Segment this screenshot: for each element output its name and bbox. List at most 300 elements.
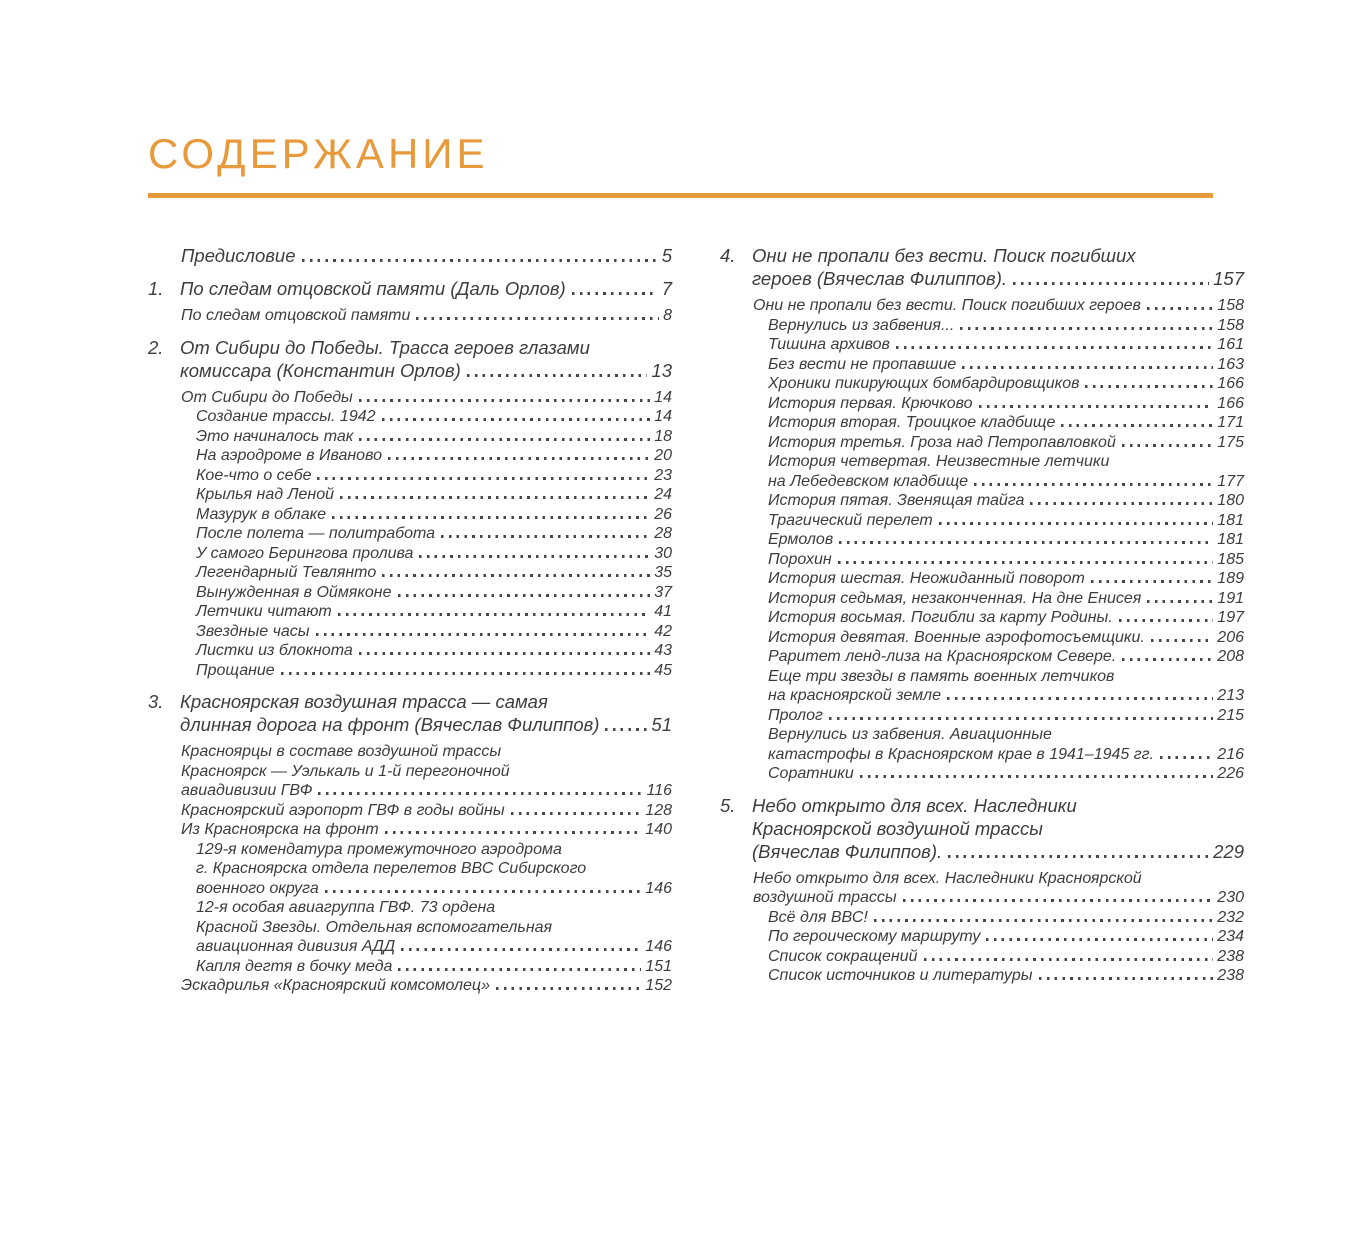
toc-entry-title: Тишина архивов [768, 336, 890, 353]
toc-entry-line [768, 647, 1244, 667]
toc-entry-body [180, 336, 672, 382]
dot-leader [416, 317, 659, 320]
toc-entry-body [768, 569, 1244, 589]
chapter-number: 2. [148, 336, 164, 358]
dot-leader [874, 919, 1213, 922]
toc-entry-body [196, 407, 672, 427]
toc-entry-line [196, 524, 672, 544]
toc-entry [720, 869, 1244, 908]
toc-entry-line [196, 641, 672, 661]
toc-entry-title: Легендарный Тевлянто [196, 564, 377, 581]
toc-entry-title: История вторая. Троицкое кладбище [768, 414, 1056, 431]
toc-entry [720, 244, 1244, 290]
toc-entry [720, 296, 1244, 316]
toc-entry [148, 583, 672, 603]
toc-entry-title: Эскадрилья «Красноярский комсомолец» [181, 977, 490, 994]
dot-leader [359, 652, 650, 655]
toc-entry-line: Красноярск — Уэлькаль и 1-й перегоночной [181, 762, 510, 780]
toc-entry-body [181, 388, 672, 408]
toc-entry-line [768, 433, 1244, 453]
toc-entry-title: По героическому маршруту [768, 928, 981, 945]
toc-entry-title: Листки из блокнота [196, 642, 353, 659]
dot-leader [1151, 639, 1213, 642]
page-number: 189 [1217, 570, 1244, 587]
dot-leader [382, 574, 650, 577]
toc-entry [720, 316, 1244, 336]
dot-leader [903, 899, 1214, 902]
toc-entry-body [768, 452, 1244, 491]
dot-leader [924, 958, 1214, 961]
toc-entry-title: авиадивизии ГВФ [181, 782, 313, 799]
toc-entry [148, 690, 672, 736]
toc-entry-title: Список источников и литературы [768, 967, 1033, 984]
toc-entry-body [196, 505, 672, 525]
page-number: 181 [1217, 511, 1244, 529]
page-number: 191 [1217, 589, 1244, 607]
toc-entry-title: Из Красноярска на фронт [181, 821, 379, 838]
page-number: 163 [1217, 355, 1244, 373]
dot-leader [986, 938, 1213, 941]
dot-leader [979, 405, 1214, 408]
toc-entry-line [768, 947, 1244, 967]
toc-entry-line [181, 976, 672, 996]
toc-entry-line: г. Красноярска отдела перелетов ВВС Сибирского [196, 860, 587, 877]
toc-entry-title: История седьмая, незаконченная. На дне Енисея [768, 589, 1142, 607]
chapter-number: 1. [148, 278, 164, 299]
toc-entry-line: От Сибири до Победы. Трасса героев глазами [180, 336, 590, 358]
toc-entry [720, 569, 1244, 589]
dot-leader [401, 948, 641, 951]
page-number: 166 [1217, 375, 1244, 392]
toc-entry [720, 764, 1244, 784]
toc-entry-title: Соратники [768, 765, 854, 782]
toc-entry-line [768, 764, 1244, 784]
page-number: 226 [1217, 765, 1244, 782]
dot-leader [947, 697, 1213, 700]
toc-entry-body [181, 306, 672, 326]
toc-entry-title: военного округа [196, 879, 319, 897]
toc-entry [148, 466, 672, 486]
toc-entry-title: Список сокращений [768, 947, 918, 965]
toc-entry-line [752, 840, 1244, 863]
toc-entry-line [196, 427, 672, 447]
toc-entry-body [196, 446, 672, 466]
toc-entry [720, 667, 1244, 706]
page-number: 238 [1217, 967, 1244, 984]
toc-entry [148, 336, 672, 382]
toc-entry [148, 641, 672, 661]
toc-entry [148, 602, 672, 622]
toc-entry-line [753, 888, 1244, 908]
toc-entry-line [768, 608, 1244, 628]
toc-entry-body [768, 550, 1244, 570]
toc-entry [720, 433, 1244, 453]
dot-leader [1122, 444, 1213, 447]
page-number: 166 [1217, 394, 1244, 412]
page-header [148, 130, 1244, 198]
toc-entry [720, 947, 1244, 967]
toc-entry-line [752, 267, 1244, 290]
toc-entry-title: Вернулись из забвения... [768, 316, 955, 334]
page-number: 26 [654, 505, 672, 523]
toc-entry [148, 388, 672, 408]
dot-leader [572, 292, 658, 295]
toc-entry [148, 801, 672, 821]
toc-entry [148, 957, 672, 977]
toc-entry-line [768, 550, 1244, 570]
dot-leader [1147, 307, 1213, 310]
toc-entry-title: Они не пропали без вести. Поиск погибших героев [753, 297, 1141, 314]
toc-entry-line [181, 306, 672, 326]
toc-entry-body [768, 667, 1244, 706]
toc-entry [720, 491, 1244, 511]
dot-leader [1122, 658, 1213, 661]
toc-entry-title: Хроники пикирующих бомбардировщиков [768, 375, 1080, 392]
toc-entry-body [768, 608, 1244, 628]
page-number: 37 [654, 583, 672, 601]
dot-leader [838, 561, 1214, 564]
toc-entry-body [768, 335, 1244, 355]
toc-entry [148, 524, 672, 544]
toc-entry-title: на Лебедевском кладбище [768, 472, 969, 490]
toc-entry-line: Небо открыто для всех. Наследники [752, 794, 1077, 816]
toc-entry-title: Порохин [768, 550, 832, 568]
toc-entry-line [768, 355, 1244, 375]
toc-entry-title: История третья. Гроза над Петропавловкой [768, 433, 1116, 451]
toc-entry-line [196, 957, 672, 977]
dot-leader [340, 496, 650, 499]
page-number: 140 [645, 821, 672, 838]
page-number: 206 [1217, 628, 1244, 646]
toc-entry-body [768, 966, 1244, 986]
toc-entry-line [196, 544, 672, 564]
toc-entry-body [181, 244, 672, 267]
dot-leader [388, 457, 650, 460]
page-number: 45 [654, 661, 672, 679]
dot-leader [317, 477, 650, 480]
toc-entry-line [196, 583, 672, 603]
dot-leader [316, 633, 651, 636]
page-number: 116 [646, 782, 672, 799]
page-number: 14 [654, 388, 672, 406]
toc-entry-title: Капля дегтя в бочку меда [196, 957, 393, 975]
toc-entry-line [768, 530, 1244, 550]
toc-entry [720, 452, 1244, 491]
toc-entry-title: Звездные часы [196, 622, 310, 640]
toc-entry-body [768, 433, 1244, 453]
toc-entry-line [180, 713, 672, 736]
toc-entry-title: История пятая. Звенящая тайга [768, 492, 1025, 509]
toc-entry-body [768, 947, 1244, 967]
dot-leader [1085, 385, 1213, 388]
dot-leader [948, 855, 1209, 858]
toc-entry [720, 927, 1244, 947]
toc-column-left [148, 244, 672, 996]
toc-entry-line: Красноярцы в составе воздушной трассы [181, 743, 502, 760]
toc-entry [720, 608, 1244, 628]
toc-entry [720, 530, 1244, 550]
toc-entry-line [196, 602, 672, 622]
page-number: 152 [645, 977, 672, 994]
toc-entry-line: Небо открыто для всех. Наследники Красноярской [753, 869, 1142, 887]
toc-entry-line [768, 413, 1244, 433]
toc-entry-body [768, 374, 1244, 394]
toc-entry-title: Красноярский аэропорт ГВФ в годы войны [181, 801, 505, 819]
toc-entry [148, 742, 672, 801]
toc-entry-line [768, 745, 1244, 765]
toc-entry [148, 407, 672, 427]
page-number: 230 [1217, 889, 1244, 906]
toc-entry-title: По следам отцовской памяти [181, 307, 411, 324]
toc-entry [148, 544, 672, 564]
toc-entry-title: Это начиналось так [196, 427, 354, 445]
dot-leader [382, 418, 651, 421]
toc-entry-line [768, 589, 1244, 609]
toc-entry-line: Красной Звезды. Отдельная вспомогательная [196, 918, 553, 936]
page-number: 43 [654, 642, 672, 659]
dot-leader [974, 483, 1213, 486]
toc-entry-title: Прощание [196, 661, 275, 679]
toc-entry-title: Трагический перелет [768, 511, 933, 529]
toc-entry-line [768, 966, 1244, 986]
page-number: 180 [1217, 492, 1244, 509]
toc-entry [720, 725, 1244, 764]
toc-entry-line [196, 407, 672, 427]
page-number: 238 [1217, 947, 1244, 965]
toc-entry-line: Они не пропали без вести. Поиск погибших [752, 245, 1136, 266]
toc-entry-body [196, 898, 672, 957]
dot-leader [496, 987, 641, 990]
toc-entry [720, 550, 1244, 570]
page-number: 185 [1217, 550, 1244, 568]
toc-entry-body [196, 544, 672, 564]
page-number: 157 [1213, 268, 1244, 289]
dot-leader [398, 968, 641, 971]
page-title: СОДЕРЖАНИЕ [148, 130, 489, 177]
dot-leader [338, 613, 651, 616]
page-number: 51 [651, 714, 672, 735]
toc-entry-title: У самого Берингова пролива [196, 544, 414, 562]
page-number: 23 [654, 466, 672, 484]
toc-entry-body [196, 485, 672, 505]
dot-leader [318, 792, 642, 795]
toc-entry [720, 706, 1244, 726]
toc-entry-body [768, 511, 1244, 531]
page-number: 215 [1217, 706, 1244, 724]
toc-entry [720, 413, 1244, 433]
toc-entry-title: на красноярской земле [768, 687, 941, 704]
toc-entry-title: Крылья над Леной [196, 486, 334, 503]
dot-leader [302, 259, 658, 262]
toc-entry-title: После полета — политработа [196, 525, 436, 542]
toc-entry-title: Без вести не пропавшие [768, 355, 957, 373]
toc-entry-line [768, 472, 1244, 492]
dot-leader [359, 438, 650, 441]
page-number: 158 [1217, 316, 1244, 334]
page-number: 208 [1217, 648, 1244, 665]
toc-entry-body [196, 427, 672, 447]
dot-leader [829, 717, 1213, 720]
dot-leader [896, 346, 1213, 349]
dot-leader [359, 399, 650, 402]
toc-entry-body [768, 413, 1244, 433]
page-number: 14 [654, 408, 672, 425]
toc-entry-body [768, 316, 1244, 336]
toc-entry-line: История четвертая. Неизвестные летчики [768, 453, 1110, 470]
toc-entry-line [768, 908, 1244, 928]
toc-entry-body [768, 647, 1244, 667]
page-number: 197 [1217, 609, 1244, 626]
toc-entry-title: Кое-что о себе [196, 466, 312, 484]
toc-entry-line [768, 374, 1244, 394]
toc-entry-line [768, 569, 1244, 589]
toc-entry-title: героев (Вячеслав Филиппов). [752, 268, 1007, 289]
toc-entry-body [768, 706, 1244, 726]
dot-leader [467, 374, 648, 377]
page-number: 5 [661, 245, 672, 266]
toc-entry [148, 446, 672, 466]
toc-entry [148, 622, 672, 642]
dot-leader [962, 366, 1213, 369]
toc-entry-body [196, 583, 672, 603]
toc-entry [720, 511, 1244, 531]
toc-entry [720, 647, 1244, 667]
toc-entry-line: 12-я особая авиагруппа ГВФ. 73 ордена [196, 899, 496, 916]
toc-entry [148, 427, 672, 447]
toc-entry [148, 277, 672, 300]
toc-entry-line [196, 622, 672, 642]
toc-entry-body [196, 466, 672, 486]
toc-entry-line [180, 359, 672, 382]
dot-leader [1030, 502, 1213, 505]
toc-entry-body [181, 820, 672, 840]
dot-leader [1119, 619, 1214, 622]
toc-entry-line [768, 927, 1244, 947]
toc-entry-body [196, 622, 672, 642]
toc-entry-body [768, 725, 1244, 764]
page-number: 35 [654, 564, 672, 581]
toc-entry-title: Создание трассы. 1942 [196, 408, 376, 425]
toc-entry-body [768, 628, 1244, 648]
dot-leader [960, 327, 1213, 330]
dot-leader [839, 541, 1213, 544]
toc-column-right [720, 244, 1244, 996]
page-number: 146 [645, 938, 672, 955]
toc-entry-body [196, 641, 672, 661]
toc-entry-body [196, 957, 672, 977]
toc-entry-title: авиационная дивизия АДД [196, 938, 396, 955]
toc-entry [148, 306, 672, 326]
toc-entry-line: Еще три звезды в память военных летчиков [768, 667, 1115, 685]
toc-entry-line [181, 801, 672, 821]
toc-entry-line [753, 296, 1244, 316]
toc-entry-body [180, 690, 672, 736]
dot-leader [1039, 977, 1214, 980]
toc-entry-line: 129-я комендатура промежуточного аэродрома [196, 840, 562, 858]
toc-entry-title: комиссара (Константин Орлов) [180, 359, 461, 381]
toc-entry-title: Раритет ленд-лиза на Красноярском Севере. [768, 648, 1117, 665]
toc-entry-line: Красноярской воздушной трассы [752, 817, 1043, 839]
dot-leader [605, 728, 647, 731]
toc-entry [148, 661, 672, 681]
toc-entry-title: История первая. Крючково [768, 394, 973, 412]
toc-entry-line [181, 388, 672, 408]
page-number: 216 [1217, 745, 1244, 763]
toc-entry-body [752, 794, 1244, 863]
toc-entry-body [181, 801, 672, 821]
toc-entry [720, 589, 1244, 609]
toc-entry-body [768, 589, 1244, 609]
toc-entry-body [196, 840, 672, 899]
toc-entry [148, 485, 672, 505]
page-number: 158 [1217, 297, 1244, 314]
dot-leader [398, 594, 651, 597]
toc-entry-body [768, 927, 1244, 947]
page-number: 13 [651, 359, 672, 381]
toc-entry-title: Предисловие [181, 245, 296, 266]
toc-entry-body [196, 602, 672, 622]
page-number: 20 [654, 447, 672, 464]
toc-entry-title: История восьмая. Погибли за карту Родины. [768, 609, 1113, 626]
page-number: 7 [661, 278, 672, 299]
dot-leader [1061, 424, 1213, 427]
dot-leader [511, 812, 642, 815]
page-number: 177 [1217, 472, 1244, 490]
toc-entry [148, 563, 672, 583]
toc-entry [720, 908, 1244, 928]
page-number: 175 [1217, 433, 1244, 451]
toc-entry-line [181, 244, 672, 267]
dot-leader [441, 535, 650, 538]
toc-entry [148, 244, 672, 267]
toc-entry-line [768, 335, 1244, 355]
dot-leader [325, 890, 642, 893]
dot-leader [1013, 282, 1209, 285]
dot-leader [939, 522, 1214, 525]
page-number: 151 [645, 957, 672, 975]
toc-entry-line [196, 485, 672, 505]
toc-entry-line [768, 316, 1244, 336]
dot-leader [1091, 580, 1213, 583]
chapter-number: 5. [720, 794, 736, 816]
dot-leader [419, 555, 650, 558]
toc-entry-line [196, 466, 672, 486]
toc-entry-body [768, 530, 1244, 550]
toc-entry-line: Красноярская воздушная трасса — самая [180, 691, 548, 712]
toc-entry-line [196, 879, 672, 899]
toc-entry-body [768, 908, 1244, 928]
toc-entry [720, 966, 1244, 986]
dot-leader [860, 775, 1214, 778]
toc-entry [720, 628, 1244, 648]
toc-entry [720, 374, 1244, 394]
toc-entry-title: Ермолов [768, 531, 834, 548]
page-number: 30 [654, 544, 672, 562]
toc-entry-title: Пролог [768, 706, 823, 724]
dot-leader [332, 516, 650, 519]
toc-entry-line [768, 511, 1244, 531]
toc-entry [720, 355, 1244, 375]
toc-entry-title: По следам отцовской памяти (Даль Орлов) [180, 278, 566, 299]
toc-entry-line [768, 706, 1244, 726]
chapter-number: 3. [148, 691, 164, 712]
toc-entry [148, 505, 672, 525]
toc-entry-title: От Сибири до Победы [181, 388, 353, 406]
page-number: 146 [645, 879, 672, 897]
page-number: 18 [654, 427, 672, 445]
page-number: 41 [654, 603, 672, 620]
toc-entry-title: длинная дорога на фронт (Вячеслав Филиппов) [180, 714, 600, 735]
